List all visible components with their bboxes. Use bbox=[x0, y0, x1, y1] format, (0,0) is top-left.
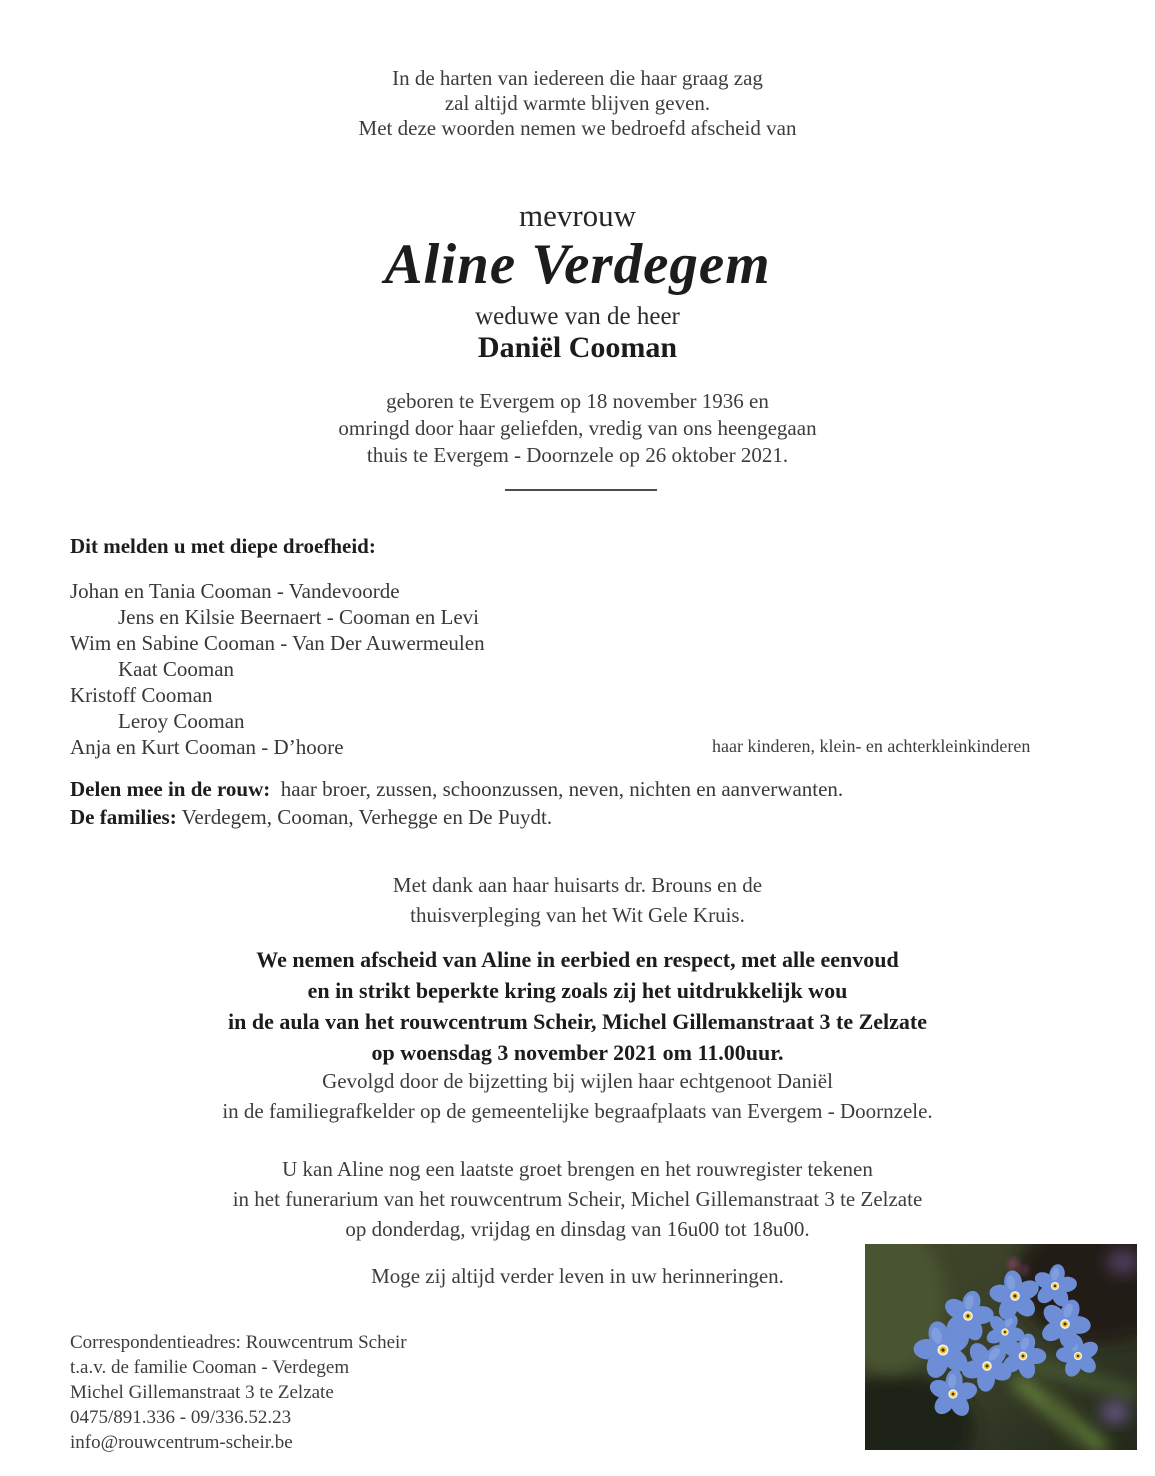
relation-note: haar kinderen, klein- en achterkleinkinderen bbox=[712, 736, 1031, 756]
visitation-line: in het funerarium van het rouwcentrum Scheir, Michel Gillemanstraat 3 te Zelzate bbox=[232, 1187, 923, 1211]
family-member: Kristoff Cooman bbox=[70, 683, 213, 707]
life-dates-line: omringd door haar geliefden, vredig van ons heengegaan bbox=[338, 416, 817, 440]
spouse-name: Daniël Cooman bbox=[477, 331, 678, 364]
life-dates-line: thuis te Evergem - Doornzele op 26 oktober 2021. bbox=[366, 443, 789, 467]
ceremony-line: We nemen afscheid van Aline in eerbied en respect, met alle eenvoud bbox=[256, 947, 899, 972]
forget-me-not-photo bbox=[865, 1244, 1137, 1450]
ceremony-section bbox=[0, 944, 1155, 1068]
ceremony-line: en in strikt beperkte kring zoals zij het uitdrukkelijk wou bbox=[307, 978, 848, 1003]
family-member: Jens en Kilsie Beernaert - Cooman en Levi bbox=[118, 605, 479, 629]
family-member: Wim en Sabine Cooman - Van Der Auwermeulen bbox=[70, 631, 485, 655]
mourning-text: haar broer, zussen, schoonzussen, neven, nichten en aanverwanten. bbox=[280, 777, 844, 801]
life-dates-line: geboren te Evergem op 18 november 1936 en bbox=[386, 389, 769, 413]
family-list bbox=[70, 578, 485, 760]
closing-line: Moge zij altijd verder leven in uw herinneringen. bbox=[371, 1264, 784, 1288]
family-member: Johan en Tania Cooman - Vandevoorde bbox=[70, 579, 400, 603]
burial-line: in de familiegrafkelder op de gemeentelijke begraafplaats van Evergem - Doornzele. bbox=[222, 1099, 933, 1123]
correspondence-line: 0475/891.336 - 09/336.52.23 bbox=[70, 1407, 292, 1428]
family-member: Anja en Kurt Cooman - D’hoore bbox=[70, 735, 344, 759]
mourning-line bbox=[70, 775, 843, 803]
opening-line: In de harten van iedereen die haar graag zag bbox=[392, 66, 763, 90]
deceased-relation: weduwe van de heer bbox=[475, 303, 680, 330]
opening-line: Met deze woorden nemen we bedroefd afscheid van bbox=[358, 116, 797, 140]
family-member: Kaat Cooman bbox=[118, 657, 235, 681]
family-member: Leroy Cooman bbox=[118, 709, 245, 733]
families-line bbox=[70, 803, 843, 831]
thanks-line: Met dank aan haar huisarts dr. Brouns en de bbox=[392, 873, 763, 897]
opening-line: zal altijd warmte blijven geven. bbox=[444, 91, 711, 115]
burial-section bbox=[0, 1066, 1155, 1126]
correspondence-address bbox=[70, 1330, 407, 1455]
visitation-line: op donderdag, vrijdag en dinsdag van 16u00 tot 18u00. bbox=[345, 1217, 810, 1241]
ceremony-line: op woensdag 3 november 2021 om 11.00uur. bbox=[371, 1040, 784, 1065]
ceremony-line: in de aula van het rouwcentrum Scheir, Michel Gillemanstraat 3 te Zelzate bbox=[227, 1009, 928, 1034]
announcement-heading: Dit melden u met diepe droefheid: bbox=[70, 534, 376, 558]
thanks-line: thuisverpleging van het Wit Gele Kruis. bbox=[410, 903, 745, 927]
correspondence-line: Michel Gillemanstraat 3 te Zelzate bbox=[70, 1382, 334, 1403]
correspondence-line: info@rouwcentrum-scheir.be bbox=[70, 1432, 293, 1453]
opening-verse bbox=[0, 66, 1155, 141]
correspondence-line: Correspondentieadres: Rouwcentrum Scheir bbox=[70, 1332, 407, 1353]
families-text: Verdegem, Cooman, Verhegge en De Puydt. bbox=[181, 805, 553, 829]
visitation-line: U kan Aline nog een laatste groet brengen en het rouwregister tekenen bbox=[282, 1157, 873, 1181]
life-dates bbox=[0, 388, 1155, 469]
correspondence-line: t.a.v. de familie Cooman - Verdegem bbox=[70, 1357, 350, 1378]
visitation-section bbox=[0, 1154, 1155, 1244]
thanks-section bbox=[0, 870, 1155, 930]
deceased-title: mevrouw bbox=[518, 198, 637, 233]
families-label: De families: bbox=[70, 805, 177, 829]
mourning-label: Delen mee in de rouw: bbox=[70, 777, 271, 801]
mourning-section bbox=[70, 775, 843, 831]
burial-line: Gevolgd door de bijzetting bij wijlen haar echtgenoot Daniël bbox=[322, 1069, 833, 1093]
divider-line bbox=[505, 489, 657, 491]
deceased-name: Aline Verdegem bbox=[384, 233, 771, 296]
